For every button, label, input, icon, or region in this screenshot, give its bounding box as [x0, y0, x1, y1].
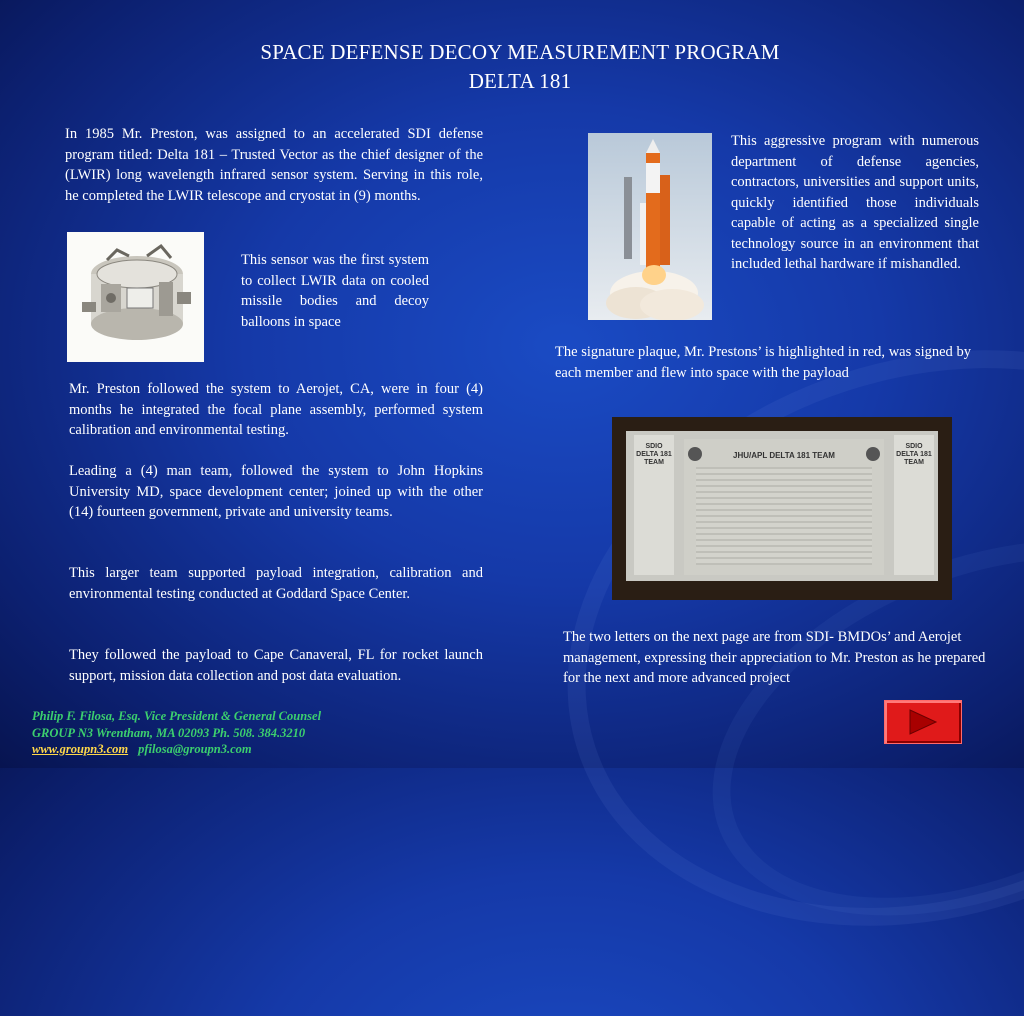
lwir-sensor-photo	[67, 232, 204, 362]
next-slide-button[interactable]	[884, 700, 962, 744]
play-triangle-icon	[906, 708, 940, 736]
hopkins-paragraph: Leading a (4) man team, followed the system to John Hopkins University MD, space development center; joined up with the other (14) fourteen government, private and university teams.	[69, 463, 483, 520]
plaque-center-panel	[684, 439, 884, 575]
aerojet-paragraph: Mr. Preston followed the system to Aerojet, CA, were in four (4) months he integrated the focal plane assembly, performed system calibration and environmental testing.	[69, 381, 483, 438]
letters-paragraph: The two letters on the next page are from SDI- BMDOs’ and Aerojet management, expressing their appreciation to Mr. Preston as he prepared for the next and more advanced project	[563, 629, 986, 686]
sensor-caption: This sensor was the first system to collect LWIR data on cooled missile bodies and decoy balloons in space	[241, 252, 429, 330]
plaque-signatures	[696, 467, 872, 565]
footer-address: GROUP N3 Wrentham, MA 02093 Ph. 508. 384.3210	[32, 725, 306, 740]
rocket-illustration	[588, 133, 712, 320]
footer-links	[32, 741, 321, 758]
plaque-left-label: SDIO DELTA 181 TEAM	[636, 443, 672, 466]
plaque-right-panel	[894, 435, 934, 575]
website-link[interactable]: www.groupn3.com	[32, 742, 129, 756]
plaque-left-panel	[634, 435, 674, 575]
sensor-illustration	[67, 232, 204, 362]
plaque-caption: The signature plaque, Mr. Prestons’ is highlighted in red, was signed by each member and flew into space with the payload	[555, 344, 971, 381]
goddard-paragraph: This larger team supported payload integration, calibration and environmental testing conducted at Goddard Space Center.	[69, 565, 483, 602]
plaque-right-label: SDIO DELTA 181 TEAM	[896, 443, 932, 466]
rocket-launch-photo	[588, 133, 712, 320]
signature-plaque-photo	[612, 417, 952, 600]
footer-contact	[32, 708, 321, 758]
title-line-2: DELTA 181	[468, 69, 572, 93]
footer-name-title: Philip F. Filosa, Esq. Vice President & General Counsel	[32, 709, 322, 723]
plaque-seal-right	[866, 447, 880, 461]
email-address: pfilosa@groupn3.com	[138, 742, 252, 756]
canaveral-paragraph: They followed the payload to Cape Canaveral, FL for rocket launch support, mission data collection and post data evaluation.	[69, 647, 483, 684]
title-line-1: SPACE DEFENSE DECOY MEASUREMENT PROGRAM	[260, 40, 780, 64]
plaque-header: JHU/APL DELTA 181 TEAM	[733, 451, 835, 460]
plaque-seal-left	[688, 447, 702, 461]
program-paragraph: This aggressive program with numerous department of defense agencies, contractors, universities and support units, quickly identified those individuals capable of acting as a specialized single technology source in an environment that included lethal hardware if mishandled.	[731, 133, 979, 272]
page-title	[0, 38, 1024, 96]
intro-paragraph: In 1985 Mr. Preston, was assigned to an accelerated SDI defense program titled: Delta 181 – Trusted Vector as the chief designer of the (LWIR) long wavelength infrared sensor system. Serving in this role, he completed the LWIR telescope and cryostat in (9) months.	[65, 126, 483, 204]
